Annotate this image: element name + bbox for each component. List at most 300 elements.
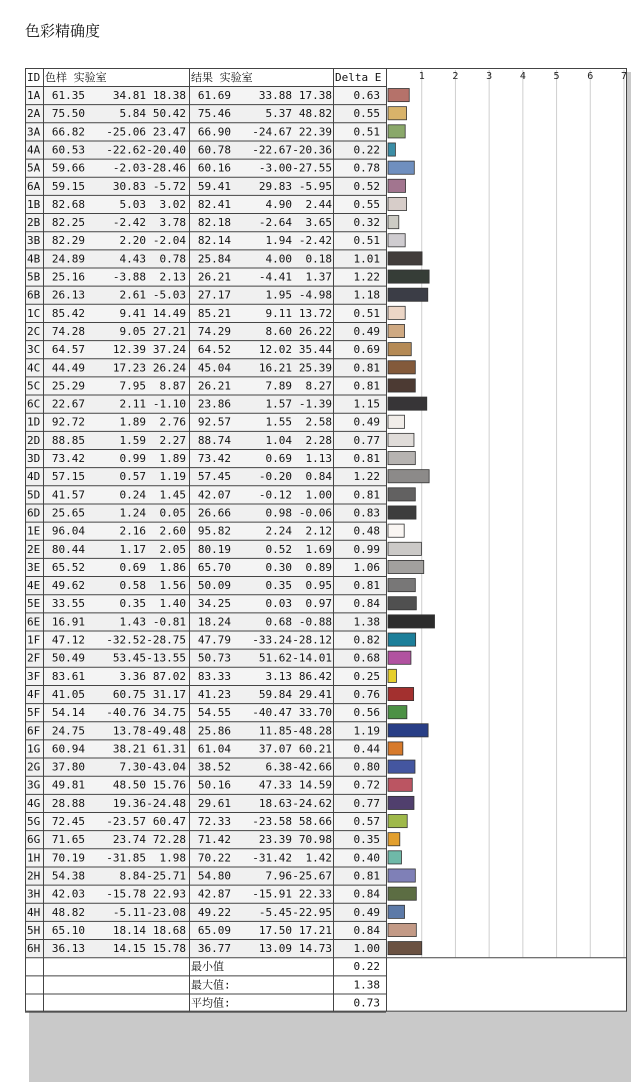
row-id: 6C (27, 397, 41, 411)
result-l: 80.19 (197, 542, 231, 556)
sample-a: 7.30 (119, 760, 146, 774)
result-a: 1.57 (265, 397, 292, 411)
sample-b: 22.93 (152, 887, 186, 901)
result-a: 7.89 (265, 379, 292, 393)
row-id: 1E (27, 524, 41, 538)
sample-b: 61.31 (152, 742, 186, 756)
sample-l: 80.44 (51, 542, 85, 556)
result-l: 41.23 (197, 687, 231, 701)
row-id: 1G (27, 742, 41, 756)
row-id: 6F (27, 724, 41, 738)
result-l: 61.69 (197, 89, 231, 102)
result-l: 59.41 (197, 179, 231, 193)
result-l: 71.42 (197, 833, 231, 847)
delta-value: 0.77 (353, 433, 380, 447)
delta-bar (388, 760, 415, 773)
result-l: 65.70 (197, 560, 231, 574)
result-b: 48.82 (298, 107, 332, 121)
header-result: 结果 实验室 (191, 71, 253, 84)
sample-b: 18.38 (152, 89, 186, 102)
sample-b: 1.56 (159, 579, 186, 593)
sample-b: 2.27 (159, 433, 186, 447)
sample-b: -1.10 (152, 397, 186, 411)
result-a: 13.09 (258, 942, 292, 956)
result-b: 14.59 (298, 778, 332, 792)
row-id: 5F (27, 706, 41, 720)
row-id: 5B (27, 270, 41, 284)
row-id: 4C (27, 361, 41, 375)
result-l: 34.25 (197, 597, 231, 611)
row-id: 2A (27, 107, 41, 121)
header-delta: Delta E (335, 71, 382, 84)
sample-l: 28.88 (51, 796, 85, 810)
row-id: 3A (27, 125, 41, 139)
sample-l: 41.57 (51, 488, 85, 502)
delta-bar (388, 107, 407, 120)
row-id: 2B (27, 216, 41, 230)
delta-value: 0.51 (353, 234, 380, 248)
delta-bar (388, 506, 416, 519)
sample-a: 18.14 (112, 923, 146, 937)
sample-a: -32.52 (106, 633, 146, 647)
sample-l: 25.29 (51, 379, 85, 393)
delta-value: 0.80 (353, 760, 380, 774)
result-a: 0.52 (265, 542, 292, 556)
result-l: 74.29 (197, 324, 231, 338)
delta-value: 0.48 (353, 524, 380, 538)
result-a: 1.04 (265, 433, 292, 447)
sample-b: 2.13 (159, 270, 186, 284)
result-b: 1.37 (305, 270, 332, 284)
delta-value: 0.55 (353, 107, 380, 121)
sample-b: 1.19 (159, 470, 186, 484)
result-l: 64.52 (197, 343, 231, 357)
sample-b: 14.49 (152, 306, 186, 320)
sample-l: 60.94 (51, 742, 85, 756)
sample-l: 16.91 (51, 615, 85, 629)
sample-a: 9.41 (119, 306, 146, 320)
sample-a: -31.85 (106, 851, 146, 865)
row-id: 3G (27, 778, 41, 792)
delta-bar (388, 343, 411, 356)
delta-value: 0.81 (353, 579, 380, 593)
sample-a: -40.76 (106, 706, 146, 720)
result-b: 2.58 (305, 415, 332, 429)
header-id: ID (27, 71, 41, 84)
sample-l: 65.52 (51, 560, 85, 574)
sample-b: 31.17 (152, 687, 186, 701)
sample-l: 36.13 (51, 942, 85, 956)
row-id: 2G (27, 760, 41, 774)
row-id: 3C (27, 343, 41, 357)
result-l: 66.90 (197, 125, 231, 139)
result-a: 3.13 (265, 669, 292, 683)
sample-a: 30.83 (112, 179, 146, 193)
result-a: 33.88 (258, 89, 292, 102)
delta-value: 1.22 (353, 270, 380, 284)
summary-label: 最大值: (191, 978, 231, 992)
result-b: 2.12 (305, 524, 332, 538)
delta-bar (388, 125, 405, 138)
tick-label: 6 (587, 71, 594, 82)
result-b: 25.39 (298, 361, 332, 375)
result-l: 85.21 (197, 306, 231, 320)
tick-label: 7 (620, 71, 627, 82)
delta-bar (388, 433, 414, 446)
row-id: 4E (27, 579, 41, 593)
result-b: 2.44 (305, 197, 332, 211)
row-id: 2C (27, 324, 41, 338)
result-b: 2.28 (305, 433, 332, 447)
result-l: 47.79 (197, 633, 231, 647)
sample-a: -23.57 (106, 815, 146, 828)
result-b: 33.70 (298, 706, 332, 720)
sample-b: 3.02 (159, 197, 186, 211)
sample-a: 23.74 (112, 833, 146, 847)
result-b: 22.39 (298, 125, 332, 139)
row-id: 3E (27, 560, 41, 574)
sample-l: 37.80 (51, 760, 85, 774)
sample-a: 8.84 (119, 869, 146, 883)
sample-l: 71.65 (51, 833, 85, 847)
result-a: 29.83 (258, 179, 292, 193)
result-a: 59.84 (258, 687, 292, 701)
sample-l: 59.66 (51, 161, 85, 175)
delta-value: 0.83 (353, 506, 380, 520)
result-b: -25.67 (292, 869, 332, 883)
sample-b: 23.47 (152, 125, 186, 139)
delta-value: 0.63 (353, 89, 380, 102)
delta-value: 1.19 (353, 724, 380, 738)
sample-b: -43.04 (146, 760, 186, 774)
delta-bar (388, 615, 435, 628)
result-b: -0.06 (298, 506, 332, 520)
row-id: 6G (27, 833, 41, 847)
result-b: 1.13 (305, 452, 332, 465)
result-a: 4.00 (265, 252, 292, 266)
sample-l: 83.61 (51, 669, 85, 683)
result-l: 18.24 (197, 615, 231, 629)
result-b: 17.38 (298, 89, 332, 102)
result-a: 8.60 (265, 324, 292, 338)
result-a: 5.37 (265, 107, 292, 121)
result-b: -27.55 (292, 161, 332, 175)
row-id: 1C (27, 306, 41, 320)
result-a: 2.24 (265, 524, 292, 538)
result-l: 83.33 (197, 669, 231, 683)
result-l: 65.09 (197, 923, 231, 937)
sample-l: 44.49 (51, 361, 85, 375)
delta-bar (388, 796, 414, 809)
sample-b: 50.42 (152, 107, 186, 121)
sample-a: 5.84 (119, 107, 146, 121)
result-b: 35.44 (298, 343, 332, 357)
delta-bar (388, 778, 412, 791)
sample-a: 34.81 (112, 89, 146, 102)
sample-b: -25.71 (146, 869, 186, 883)
sample-a: -2.03 (112, 161, 146, 175)
sample-a: 4.43 (119, 252, 146, 266)
color-accuracy-chart (25, 68, 627, 1078)
result-a: -0.20 (258, 470, 292, 484)
sample-l: 82.29 (51, 234, 85, 248)
sample-a: 38.21 (112, 742, 146, 756)
result-b: 0.18 (305, 252, 332, 266)
sample-a: 0.58 (119, 579, 146, 593)
delta-bar (388, 542, 421, 555)
sample-b: -5.03 (152, 288, 186, 302)
row-id: 4D (27, 470, 41, 484)
result-b: -48.28 (292, 724, 332, 738)
sample-b: 60.47 (152, 815, 186, 828)
delta-value: 0.49 (353, 415, 380, 429)
result-l: 72.33 (197, 815, 231, 828)
sample-l: 41.05 (51, 687, 85, 701)
result-a: 0.35 (265, 579, 292, 593)
sample-l: 47.12 (51, 633, 85, 647)
delta-value: 1.22 (353, 470, 380, 484)
result-b: 70.98 (298, 833, 332, 847)
sample-b: 18.68 (152, 923, 186, 937)
delta-value: 0.49 (353, 324, 380, 338)
result-a: 9.11 (265, 306, 292, 320)
result-b: 26.22 (298, 324, 332, 338)
result-l: 26.21 (197, 379, 231, 393)
result-l: 60.78 (197, 143, 231, 157)
result-l: 49.22 (197, 905, 231, 919)
delta-value: 1.18 (353, 288, 380, 302)
row-id: 2H (27, 869, 41, 883)
delta-value: 0.55 (353, 197, 380, 211)
row-id: 2D (27, 433, 41, 447)
delta-value: 0.69 (353, 343, 380, 357)
delta-bar (388, 815, 407, 828)
sample-l: 64.57 (51, 343, 85, 357)
delta-value: 0.68 (353, 651, 380, 665)
sample-b: -5.72 (152, 179, 186, 193)
row-id: 5A (27, 161, 41, 175)
row-id: 5G (27, 815, 41, 828)
sample-l: 54.38 (51, 869, 85, 883)
result-l: 54.55 (197, 706, 231, 720)
result-b: 14.73 (298, 942, 332, 956)
result-a: 0.68 (265, 615, 292, 629)
result-a: -33.24 (252, 633, 292, 647)
sample-b: -20.40 (146, 143, 186, 157)
result-a: 23.39 (258, 833, 292, 847)
sample-b: 0.05 (159, 506, 186, 520)
result-l: 27.17 (197, 288, 231, 302)
result-a: -0.12 (258, 488, 292, 502)
delta-bar (388, 597, 416, 610)
sample-a: 60.75 (112, 687, 146, 701)
sample-a: 2.20 (119, 234, 146, 248)
delta-bar (388, 324, 405, 337)
result-l: 60.16 (197, 161, 231, 175)
row-id: 4H (27, 905, 41, 919)
delta-bar (388, 869, 415, 882)
delta-bar (388, 905, 405, 918)
sample-a: 2.16 (119, 524, 146, 538)
sample-a: 5.03 (119, 197, 146, 211)
sample-b: 1.40 (159, 597, 186, 611)
sample-a: 7.95 (119, 379, 146, 393)
delta-bar (388, 651, 411, 664)
delta-bar (388, 288, 428, 301)
sample-l: 49.81 (51, 778, 85, 792)
sample-l: 25.16 (51, 270, 85, 284)
delta-bar (388, 633, 416, 646)
sample-l: 33.55 (51, 597, 85, 611)
result-l: 36.77 (197, 942, 231, 956)
result-b: -28.12 (292, 633, 332, 647)
result-a: -23.58 (252, 815, 292, 828)
sample-a: 1.24 (119, 506, 146, 520)
delta-value: 0.51 (353, 306, 380, 320)
delta-bar (388, 234, 405, 247)
result-l: 75.46 (197, 107, 231, 121)
sample-a: 48.50 (112, 778, 146, 792)
result-b: -5.95 (298, 179, 332, 193)
result-b: 29.41 (298, 687, 332, 701)
sample-b: 2.05 (159, 542, 186, 556)
result-l: 73.42 (197, 452, 231, 465)
delta-value: 1.38 (353, 615, 380, 629)
result-b: 1.69 (305, 542, 332, 556)
row-id: 1F (27, 633, 41, 647)
delta-bar (388, 851, 401, 864)
sample-b: -49.48 (146, 724, 186, 738)
result-l: 38.52 (197, 760, 231, 774)
result-l: 42.87 (197, 887, 231, 901)
page-title: 色彩精确度 (25, 22, 101, 40)
delta-bar (388, 524, 404, 537)
row-id: 3B (27, 234, 41, 248)
result-b: 1.00 (305, 488, 332, 502)
delta-value: 0.77 (353, 796, 380, 810)
sample-l: 82.68 (51, 197, 85, 211)
result-l: 82.14 (197, 234, 231, 248)
sample-l: 42.03 (51, 887, 85, 901)
sample-a: 2.11 (119, 397, 146, 411)
result-a: 0.98 (265, 506, 292, 520)
result-a: 7.96 (265, 869, 292, 883)
delta-value: 0.44 (353, 742, 380, 756)
color-accuracy-table (25, 68, 627, 1078)
row-id: 6E (27, 615, 41, 629)
delta-bar (388, 742, 403, 755)
result-b: 60.21 (298, 742, 332, 756)
row-id: 5D (27, 488, 41, 502)
result-a: 0.03 (265, 597, 292, 611)
sample-a: 1.43 (119, 615, 146, 629)
result-b: -2.42 (298, 234, 332, 248)
result-l: 88.74 (197, 433, 231, 447)
result-a: -15.91 (252, 887, 292, 901)
sample-l: 74.28 (51, 324, 85, 338)
delta-bar (388, 942, 422, 955)
result-a: -4.41 (258, 270, 292, 284)
sample-l: 25.65 (51, 506, 85, 520)
sample-l: 48.82 (51, 905, 85, 919)
sample-b: -0.81 (152, 615, 186, 629)
sample-b: 27.21 (152, 324, 186, 338)
delta-value: 1.00 (353, 942, 380, 956)
sample-a: -22.62 (106, 143, 146, 157)
sample-b: 1.86 (159, 560, 186, 574)
delta-bar (388, 197, 407, 210)
row-id: 1H (27, 851, 41, 865)
delta-value: 0.25 (353, 669, 380, 683)
result-b: 0.84 (305, 470, 332, 484)
sample-b: 2.76 (159, 415, 186, 429)
delta-bar (388, 270, 429, 283)
tick-label: 3 (486, 71, 493, 82)
delta-bar (388, 706, 407, 719)
delta-value: 0.78 (353, 161, 380, 175)
sample-l: 65.10 (51, 923, 85, 937)
delta-bar (388, 415, 405, 428)
result-b: -1.39 (298, 397, 332, 411)
result-b: 1.42 (305, 851, 332, 865)
result-b: 0.95 (305, 579, 332, 593)
delta-bar (388, 887, 416, 900)
sample-a: 53.45 (112, 651, 146, 665)
result-a: 47.33 (258, 778, 292, 792)
row-id: 4A (27, 143, 41, 157)
delta-bar (388, 452, 415, 465)
delta-value: 0.82 (353, 633, 380, 647)
result-a: 18.63 (258, 796, 292, 810)
result-b: -20.36 (292, 143, 332, 157)
result-a: 51.62 (258, 651, 292, 665)
delta-bar (388, 89, 409, 102)
delta-value: 0.52 (353, 179, 380, 193)
sample-a: -3.88 (112, 270, 146, 284)
result-b: -4.98 (298, 288, 332, 302)
result-a: -3.00 (258, 161, 292, 175)
result-a: 0.69 (265, 452, 292, 465)
sample-l: 92.72 (51, 415, 85, 429)
result-l: 29.61 (197, 796, 231, 810)
sample-b: 15.76 (152, 778, 186, 792)
result-b: -24.62 (292, 796, 332, 810)
sample-a: -15.78 (106, 887, 146, 901)
sample-b: -28.46 (146, 161, 186, 175)
delta-value: 0.81 (353, 361, 380, 375)
sample-a: 9.05 (119, 324, 146, 338)
delta-value: 0.99 (353, 542, 380, 556)
sample-l: 26.13 (51, 288, 85, 302)
tick-label: 4 (519, 71, 526, 82)
row-id: 2E (27, 542, 41, 556)
result-l: 26.66 (197, 506, 231, 520)
sample-l: 73.42 (51, 452, 85, 465)
result-b: -42.66 (292, 760, 332, 774)
result-a: 1.55 (265, 415, 292, 429)
delta-bar (388, 579, 415, 592)
delta-bar (388, 397, 427, 410)
delta-bar (388, 361, 415, 374)
sample-l: 22.67 (51, 397, 85, 411)
sample-l: 59.15 (51, 179, 85, 193)
result-b: 13.72 (298, 306, 332, 320)
delta-value: 0.49 (353, 905, 380, 919)
row-id: 1A (27, 89, 41, 102)
result-b: 8.27 (305, 379, 332, 393)
delta-value: 1.01 (353, 252, 380, 266)
row-id: 5C (27, 379, 41, 393)
